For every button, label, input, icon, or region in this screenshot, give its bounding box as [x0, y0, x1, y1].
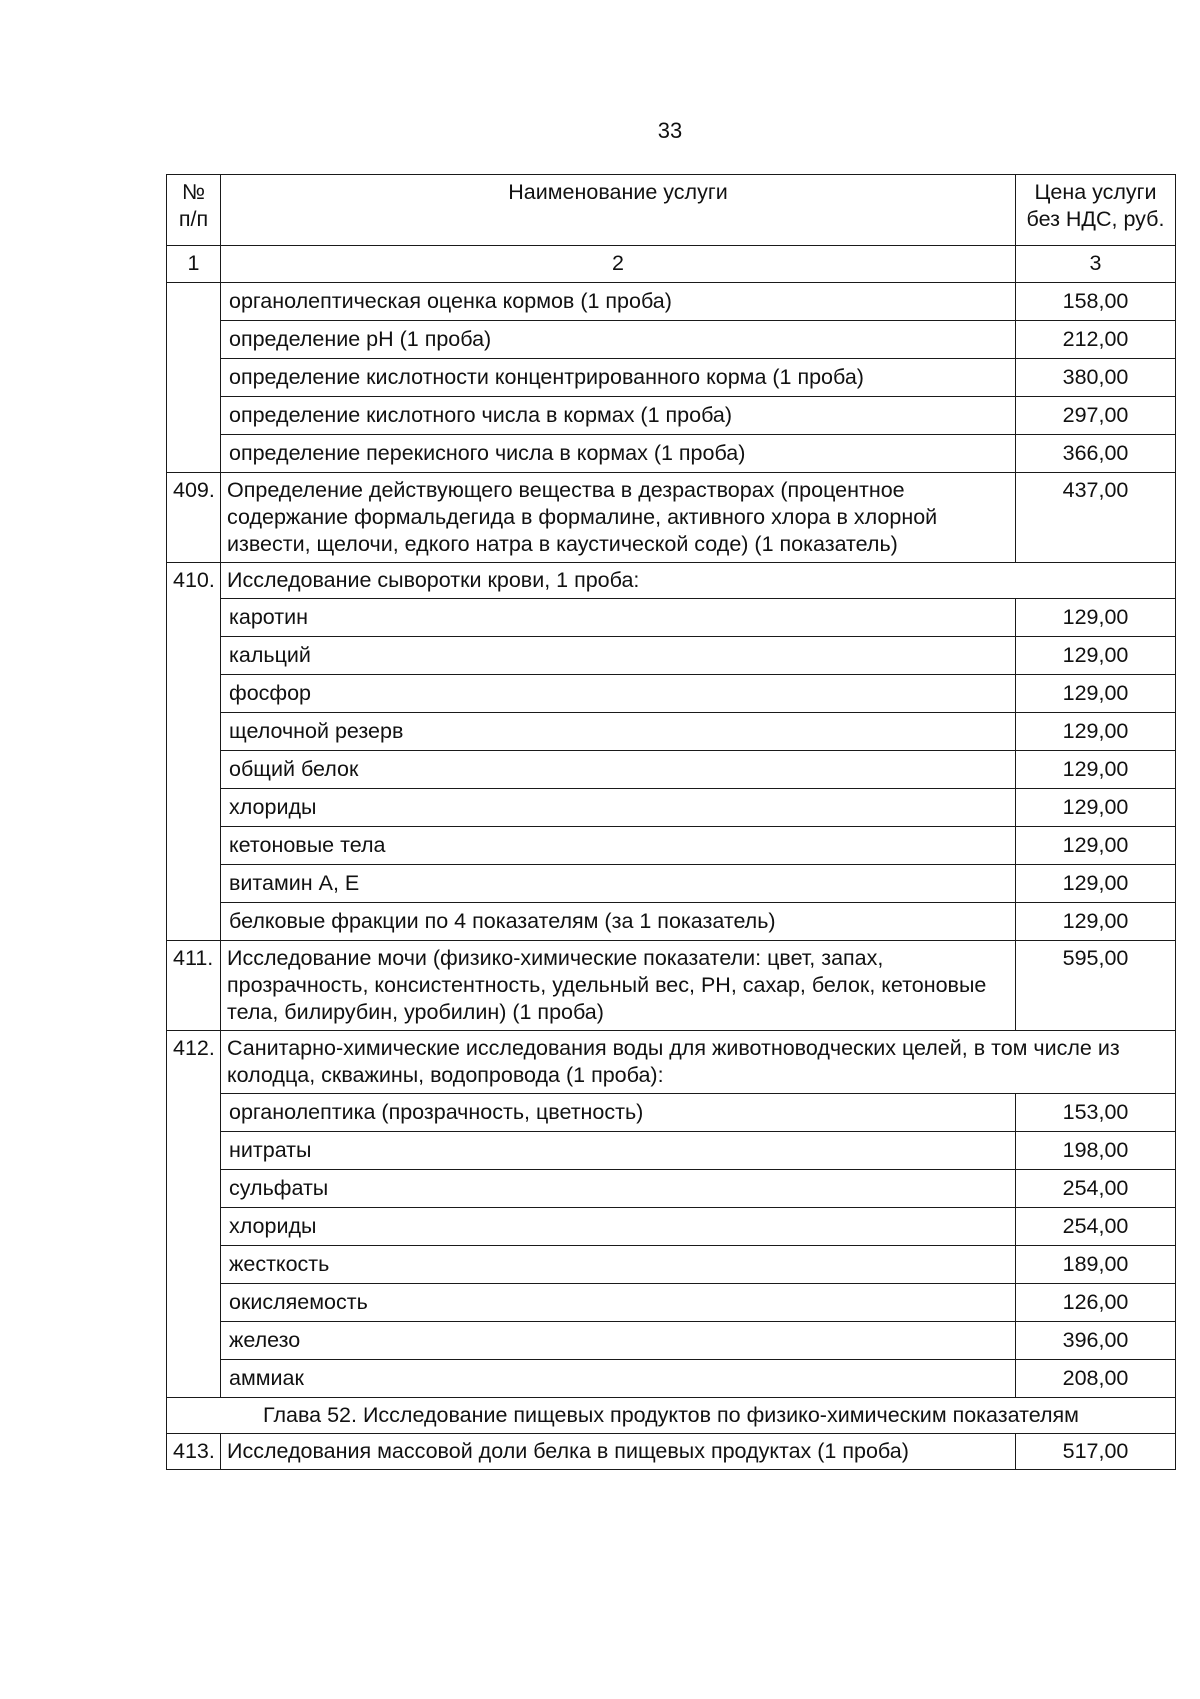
chapter-heading: Глава 52. Исследование пищевых продуктов по физико-химическим показателям — [167, 1398, 1176, 1434]
table-header-row — [167, 175, 1176, 246]
service-name: щелочной резерв — [221, 713, 1016, 751]
row-number: 411. — [167, 941, 221, 1031]
service-price: 254,00 — [1016, 1208, 1176, 1246]
column-index-2: 2 — [221, 246, 1016, 283]
service-price: 129,00 — [1016, 599, 1176, 637]
service-price: 380,00 — [1016, 359, 1176, 397]
table-row — [167, 713, 1176, 751]
service-name: Определение действующего вещества в дезрастворах (процентное содержание формальдегида в формалине, активного хлора в хлорной извести, щелочи, едкого натра в каустической соде) (1 показатель) — [221, 473, 1016, 563]
service-name: жесткость — [221, 1246, 1016, 1284]
service-name: белковые фракции по 4 показателям (за 1 показатель) — [221, 903, 1016, 941]
service-name: определение кислотного числа в кормах (1 проба) — [221, 397, 1016, 435]
table-row-412 — [167, 1031, 1176, 1094]
service-price: 158,00 — [1016, 283, 1176, 321]
row-number: 413. — [167, 1434, 221, 1470]
service-name: каротин — [221, 599, 1016, 637]
service-name: фосфор — [221, 675, 1016, 713]
table-row-413 — [167, 1434, 1176, 1470]
service-name: кальций — [221, 637, 1016, 675]
service-group-title: Санитарно-химические исследования воды для животноводческих целей, в том числе из колодца, скважины, водопровода (1 проба): — [221, 1031, 1176, 1094]
service-name: железо — [221, 1322, 1016, 1360]
service-price: 254,00 — [1016, 1170, 1176, 1208]
service-price: 129,00 — [1016, 903, 1176, 941]
table-row — [167, 1170, 1176, 1208]
header-name-cell: Наименование услуги — [221, 175, 1016, 246]
service-price: 129,00 — [1016, 713, 1176, 751]
price-table — [166, 174, 1176, 1470]
service-name: определение перекисного числа в кормах (1 проба) — [221, 435, 1016, 473]
table-row — [167, 435, 1176, 473]
row-number: 409. — [167, 473, 221, 563]
table-row — [167, 1360, 1176, 1398]
table-row-411 — [167, 941, 1176, 1031]
service-name: хлориды — [221, 1208, 1016, 1246]
service-price: 129,00 — [1016, 675, 1176, 713]
service-name: окисляемость — [221, 1284, 1016, 1322]
service-name: органолептика (прозрачность, цветность) — [221, 1094, 1016, 1132]
table-row — [167, 397, 1176, 435]
service-name: хлориды — [221, 789, 1016, 827]
table-row — [167, 865, 1176, 903]
table-row — [167, 1132, 1176, 1170]
service-name: органолептическая оценка кормов (1 проба) — [221, 283, 1016, 321]
column-index-row — [167, 246, 1176, 283]
row-number: 410. — [167, 563, 221, 941]
table-row — [167, 1246, 1176, 1284]
service-price: 595,00 — [1016, 941, 1176, 1031]
service-name: витамин А, Е — [221, 865, 1016, 903]
table-row — [167, 903, 1176, 941]
service-name: Исследования массовой доли белка в пищевых продуктах (1 проба) — [221, 1434, 1016, 1470]
service-name: сульфаты — [221, 1170, 1016, 1208]
table-row — [167, 637, 1176, 675]
service-price: 212,00 — [1016, 321, 1176, 359]
service-price: 129,00 — [1016, 637, 1176, 675]
table-row — [167, 827, 1176, 865]
service-price: 198,00 — [1016, 1132, 1176, 1170]
table-row-409 — [167, 473, 1176, 563]
table-row — [167, 283, 1176, 321]
table-row — [167, 1322, 1176, 1360]
service-price: 366,00 — [1016, 435, 1176, 473]
service-name: определение кислотности концентрированного корма (1 проба) — [221, 359, 1016, 397]
header-number-cell — [167, 175, 221, 246]
table-row — [167, 675, 1176, 713]
service-price: 129,00 — [1016, 865, 1176, 903]
table-row — [167, 1284, 1176, 1322]
service-price: 129,00 — [1016, 789, 1176, 827]
header-price-label: Цена услуги — [1034, 180, 1157, 204]
service-price: 437,00 — [1016, 473, 1176, 563]
table-row-410 — [167, 563, 1176, 599]
service-price: 517,00 — [1016, 1434, 1176, 1470]
service-name: определение pH (1 проба) — [221, 321, 1016, 359]
service-price: 396,00 — [1016, 1322, 1176, 1360]
column-index-3: 3 — [1016, 246, 1176, 283]
service-name: Исследование мочи (физико-химические показатели: цвет, запах, прозрачность, консистентность, удельный вес, PH, сахар, белок, кетоновые тела, билирубин, уробилин) (1 проба) — [221, 941, 1016, 1031]
table-row — [167, 1094, 1176, 1132]
table-row — [167, 751, 1176, 789]
table-row — [167, 1208, 1176, 1246]
service-name: нитраты — [221, 1132, 1016, 1170]
row-number: 412. — [167, 1031, 221, 1398]
service-name: общий белок — [221, 751, 1016, 789]
service-name: кетоновые тела — [221, 827, 1016, 865]
header-price-cell — [1016, 175, 1176, 246]
row-number-cell — [167, 283, 221, 473]
service-price: 126,00 — [1016, 1284, 1176, 1322]
column-index-1: 1 — [167, 246, 221, 283]
header-price-label-2: без НДС, руб. — [1026, 207, 1165, 231]
service-price: 297,00 — [1016, 397, 1176, 435]
service-price: 208,00 — [1016, 1360, 1176, 1398]
service-price: 129,00 — [1016, 827, 1176, 865]
header-number-label: № — [181, 180, 206, 204]
page-number: 33 — [657, 118, 683, 143]
service-price: 153,00 — [1016, 1094, 1176, 1132]
table-row — [167, 359, 1176, 397]
service-name: аммиак — [221, 1360, 1016, 1398]
service-group-title: Исследование сыворотки крови, 1 проба: — [221, 563, 1176, 599]
service-price: 189,00 — [1016, 1246, 1176, 1284]
table-row — [167, 789, 1176, 827]
chapter-row — [167, 1398, 1176, 1434]
header-number-label-2: п/п — [178, 207, 209, 231]
table-row — [167, 321, 1176, 359]
service-price: 129,00 — [1016, 751, 1176, 789]
table-row — [167, 599, 1176, 637]
